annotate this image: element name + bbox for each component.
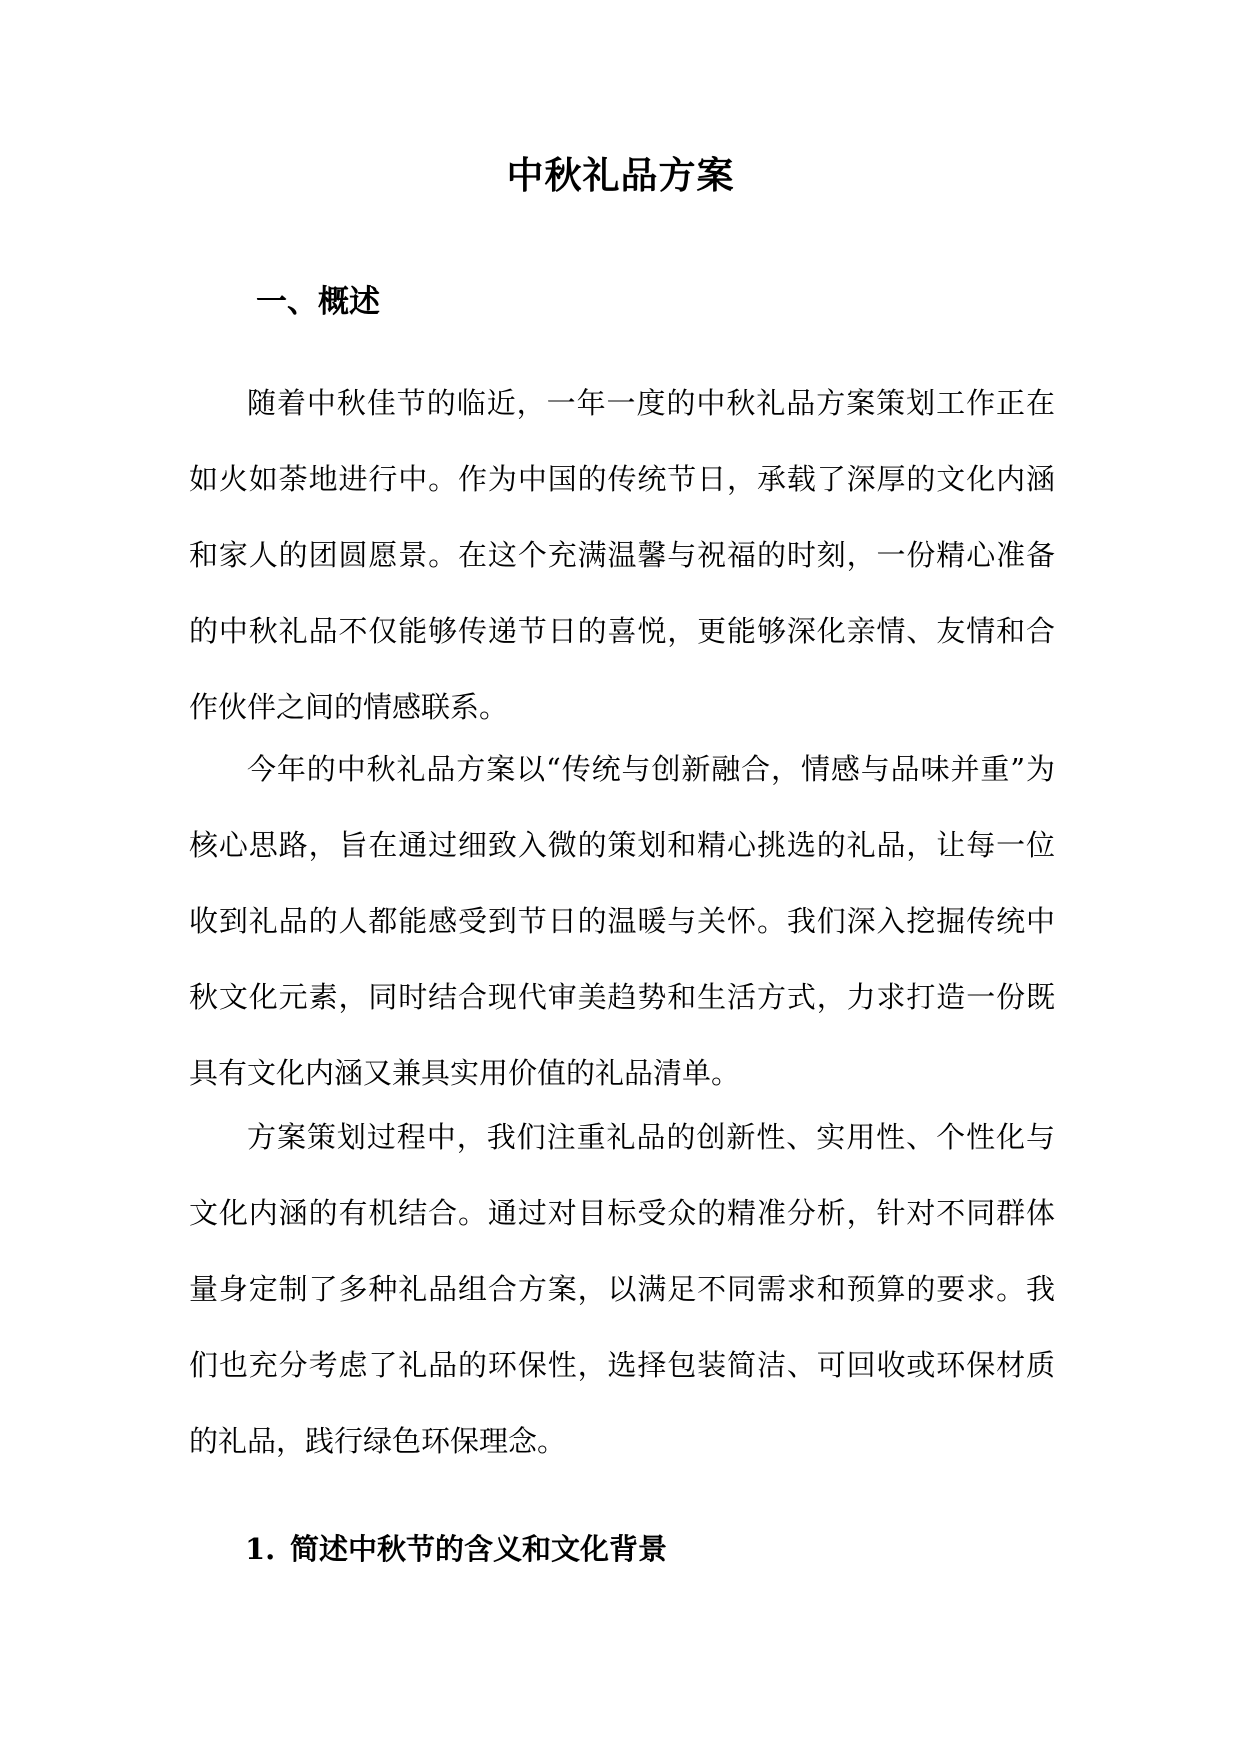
subheading-text: 简述中秋节的含义和文化背景	[290, 1532, 668, 1566]
paragraph-intro: 随着中秋佳节的临近，一年一度的中秋礼品方案策划工作正在如火如荼地进行中。作为中国的传统节日，承载了深厚的文化内涵和家人的团圆愿景。在这个充满温馨与祝福的时刻，一份精心准备的中秋礼品不仅能够传递节日的喜悦，更能够深化亲情、友情和合作伙伴之间的情感联系。	[189, 386, 1055, 724]
paragraph-approach: 今年的中秋礼品方案以“传统与创新融合，情感与品味并重”为核心思路，旨在通过细致入微的策划和精心挑选的礼品，让每一位收到礼品的人都能感受到节日的温暖与关怀。我们深入挖掘传统中秋文化元素，同时结合现代审美趋势和生活方式，力求打造一份既具有文化内涵又兼具实用价值的礼品清单。	[189, 752, 1055, 1090]
subheading-meaning	[245, 1527, 667, 1571]
subheading-number: 1.	[245, 1532, 276, 1566]
paragraph-process: 方案策划过程中，我们注重礼品的创新性、实用性、个性化与文化内涵的有机结合。通过对目标受众的精准分析，针对不同群体量身定制了多种礼品组合方案，以满足不同需求和预算的要求。我们也充分考虑了礼品的环保性，选择包装简洁、可回收或环保材质的礼品，践行绿色环保理念。	[189, 1120, 1055, 1458]
document-title: 中秋礼品方案	[506, 153, 735, 197]
section-heading-overview: 一、概述	[256, 284, 380, 320]
